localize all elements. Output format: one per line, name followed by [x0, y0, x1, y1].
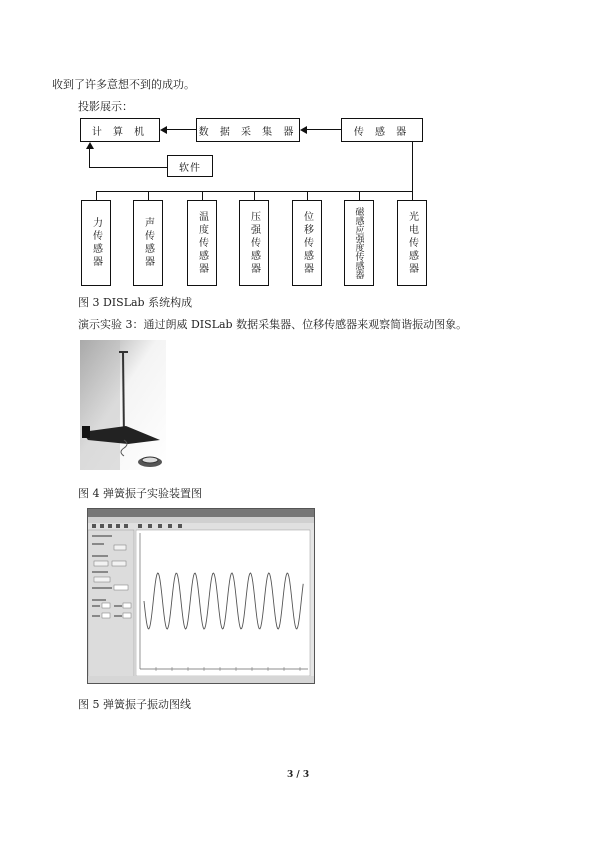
arrow-head [86, 142, 94, 149]
page-number: 3 / 3 [287, 770, 310, 780]
figure-3-caption: 图 3 DISLab 系统构成 [78, 296, 193, 309]
sensor-box: 传 感 器 [341, 118, 423, 142]
collector-box: 数 据 采 集 器 [196, 118, 300, 142]
paragraph-line: 收到了许多意想不到的成功。 [52, 78, 195, 91]
arrow-line [306, 129, 341, 130]
drop-line [359, 191, 360, 200]
figure-4-caption: 图 4 弹簧振子实验装置图 [78, 487, 202, 500]
arrow-line [89, 167, 167, 168]
drop-line [412, 191, 413, 200]
software-screenshot [87, 508, 315, 684]
sensor-force: 力传感器 [81, 200, 111, 286]
sensor-displacement: 位移传感器 [292, 200, 322, 286]
drop-line [307, 191, 308, 200]
drop-line [148, 191, 149, 200]
arrow-line [89, 149, 90, 168]
sensor-photoelectric: 光电传感器 [397, 200, 427, 286]
connector-line [412, 142, 413, 191]
projection-label: 投影展示： [78, 100, 133, 113]
demo-experiment-3: 演示实验 3：通过朗威 DISLab 数据采集器、位移传感器来观察简谐振动图象。 [78, 318, 468, 331]
drop-line [96, 191, 97, 200]
arrow-head [160, 126, 167, 134]
software-box: 软件 [167, 155, 213, 177]
sensor-sound: 声传感器 [133, 200, 163, 286]
sensor-pressure: 压强传感器 [239, 200, 269, 286]
computer-box: 计 算 机 [80, 118, 160, 142]
apparatus-photo [80, 340, 166, 470]
arrow-head [300, 126, 307, 134]
arrow-line [166, 129, 196, 130]
sensor-temperature: 温度传感器 [187, 200, 217, 286]
figure-5-caption: 图 5 弹簧振子振动图线 [78, 698, 191, 711]
sensor-magnetic: 磁感应强度传感器 [344, 200, 374, 286]
drop-line [254, 191, 255, 200]
drop-line [202, 191, 203, 200]
